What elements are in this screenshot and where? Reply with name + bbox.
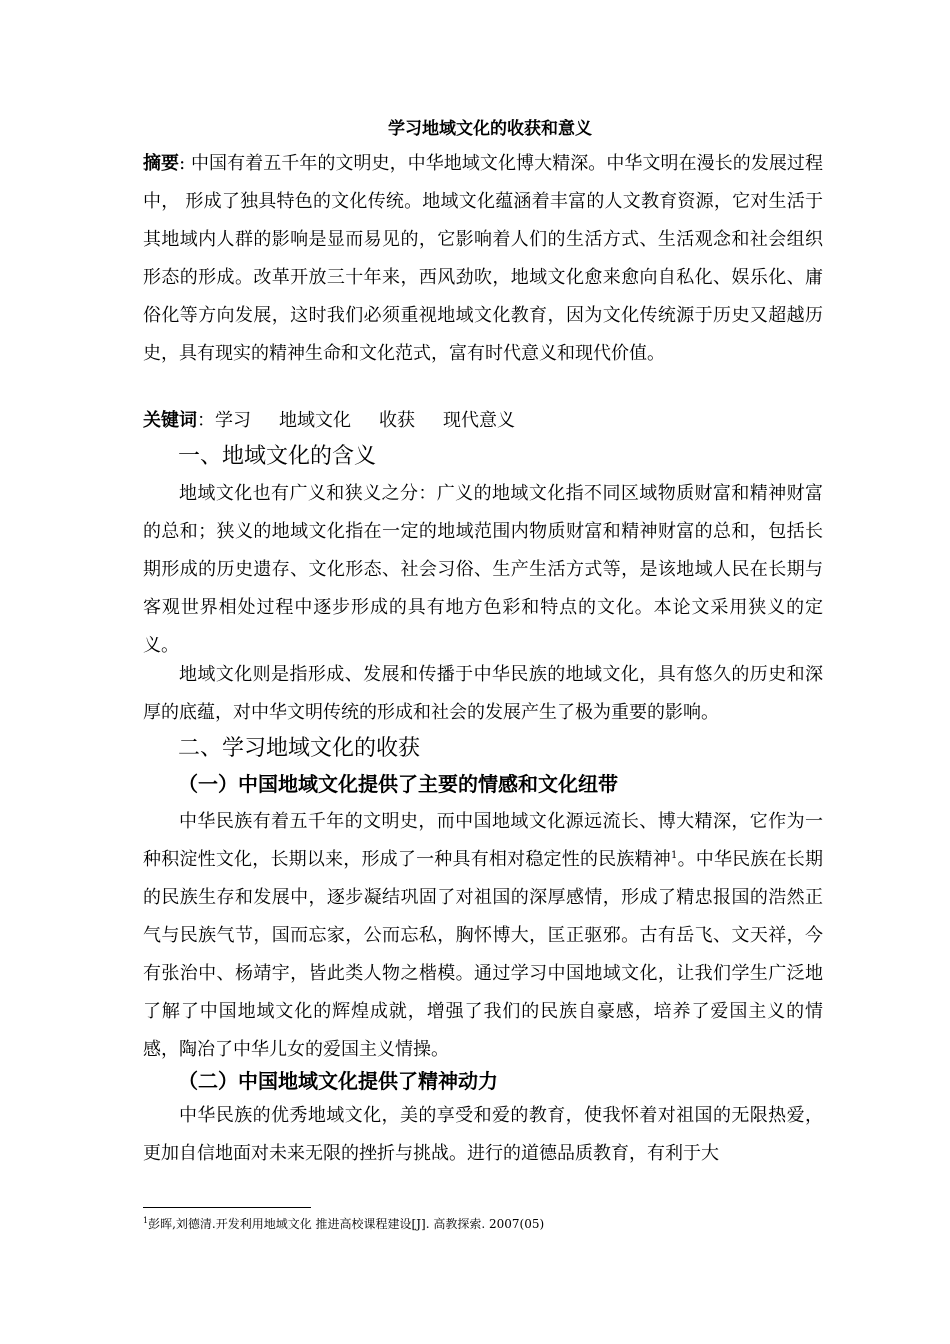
abstract-label: 摘要 <box>143 153 180 174</box>
subsection-heading-1: （一）中国地域文化提供了主要的情感和文化纽带 <box>178 772 618 796</box>
keywords-line <box>143 405 543 437</box>
keyword-item: 收获 <box>379 410 415 431</box>
footnote-text: 彭晖,刘德清.开发利用地域文化 推进高校课程建设[J]. 高教探索. 2007(05) <box>148 1217 545 1231</box>
footnote-reference[interactable]: 1 <box>670 850 678 861</box>
keyword-item: 现代意义 <box>443 410 515 431</box>
keywords-separator: ： <box>197 410 215 431</box>
abstract-paragraph <box>143 145 823 373</box>
section2-paragraph-1 <box>143 803 823 1069</box>
section-heading-1: 一、地域文化的含义 <box>178 444 377 469</box>
keywords-label: 关键词 <box>143 410 197 431</box>
subsection-heading-2: （二）中国地域文化提供了精神动力 <box>178 1069 498 1093</box>
footnote-separator <box>143 1207 311 1208</box>
paragraph-text-part-1: 中华民族有着五千年的文明史，而中国地域文化源远流长、博大精深，它作为一种积淀性文化，长期以来，形成了一种具有相对稳定性的民族精神 <box>143 811 823 870</box>
section2-paragraph-2: 中华民族的优秀地域文化，美的享受和爱的教育，使我怀着对祖国的无限热爱，更加自信地面对未来无限的挫折与挑战。进行的道德品质教育，有利于大 <box>143 1105 823 1164</box>
keyword-item: 地域文化 <box>279 410 351 431</box>
abstract-text: : 中国有着五千年的文明史，中华地域文化博大精深。中华文明在漫长的发展过程中， 形成了独具特色的文化传统。地域文化蕴涵着丰富的人文教育资源，它对生活于其地域内人群的影响是显而易见的，它影响着人们的生活方式、生活观念和社会组织形态的形成。改革开放三十年来，西风劲吹，地域文化愈来愈向自私化、娱乐化、庸俗化等方向发展，这时我们必须重视地域文化教育，因为文化传统源于历史又超越历史，具有现实的精神生命和文化范式，富有时代意义和现代价值。 <box>143 153 823 364</box>
section1-paragraph-2: 地域文化则是指形成、发展和传播于中华民族的地域文化，具有悠久的历史和深厚的底蕴，对中华文明传统的形成和社会的发展产生了极为重要的影响。 <box>143 664 823 723</box>
footnote <box>143 1213 544 1232</box>
section-heading-2: 二、学习地域文化的收获 <box>178 736 421 761</box>
footnote-marker: 1 <box>143 1216 149 1225</box>
document-title: 学习地域文化的收获和意义 <box>388 119 592 139</box>
keyword-item: 学习 <box>215 410 251 431</box>
paragraph-text-part-2: 。中华民族在长期的民族生存和发展中，逐步凝结巩固了对祖国的深厚感情，形成了精忠报国的浩然正气与民族气节，国而忘家，公而忘私，胸怀博大，匡正驱邪。古有岳飞、文天祥，今有张治中、杨靖宇，皆此类人物之楷模。通过学习中国地域文化，让我们学生广泛地了解了中国地域文化的辉煌成就，增强了我们的民族自豪感，培养了爱国主义的情感，陶冶了中华儿女的爱国主义情操。 <box>143 849 824 1060</box>
section1-paragraph-1: 地域文化也有广义和狭义之分：广义的地域文化指不同区域物质财富和精神财富的总和；狭义的地域文化指在一定的地域范围内物质财富和精神财富的总和，包括长期形成的历史遗存、文化形态、社会习俗、生产生活方式等，是该地域人民在长期与客观世界相处过程中逐步形成的具有地方色彩和特点的文化。本论文采用狭义的定义。 <box>143 483 823 656</box>
